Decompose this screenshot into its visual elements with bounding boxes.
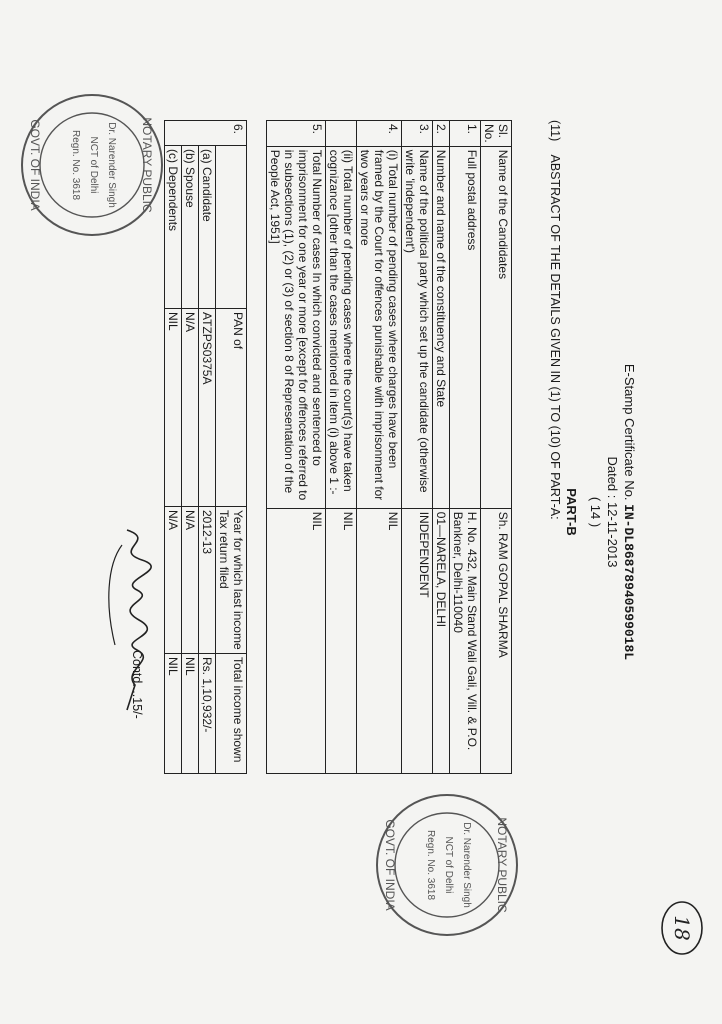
row-value: H. No. 432, Main Stand Wali Gali, Vill. & P.O. Bankner, Delhi-110040 xyxy=(450,508,481,773)
stamp-left-line4: Regn. No. 3618 xyxy=(70,129,81,201)
row-sl-number: 5. xyxy=(267,121,326,147)
income-cell: N/A xyxy=(182,507,199,654)
row-sl-number: Sl. No. xyxy=(481,121,512,147)
certificate-number: IN-DL86878940599018L xyxy=(621,504,636,661)
income-row xyxy=(199,121,216,774)
page-number-text: 18 xyxy=(670,915,694,941)
stamp-right-line4: Regn. No. 3618 xyxy=(425,829,436,901)
row-value: INDEPENDENT xyxy=(402,508,433,773)
row-description: Full postal address xyxy=(450,146,481,508)
row-description: (ii) Total number of pending cases where the court(s) have taken cognizance [other than the cases mentioned in item (i) above 1 :- xyxy=(326,146,357,508)
table-row xyxy=(267,121,326,774)
stamp-right-line5: GOVT. OF INDIA xyxy=(383,819,397,911)
row-sl-number xyxy=(326,121,357,147)
row-description: Name of the political party which set up the candidate (otherwise write 'independent') xyxy=(402,146,433,508)
stamp-right-line3: NCT of Delhi xyxy=(443,836,454,894)
stamp-left-line3: NCT of Delhi xyxy=(88,136,99,194)
income-cell: NIL xyxy=(182,654,199,774)
row-value: Sh. RAM GOPAL SHARMA xyxy=(481,508,512,773)
income-cell: N/A xyxy=(182,309,199,507)
table-row xyxy=(481,121,512,774)
income-row xyxy=(182,121,199,774)
income-header-row xyxy=(216,121,247,774)
income-header-cell: PAN of xyxy=(216,309,247,507)
continued-note: Contd....15/- xyxy=(130,650,144,719)
stamp-right-line1: NOTARY PUBLIC xyxy=(495,817,509,913)
income-cell: ATZPS0375A xyxy=(199,309,216,507)
row-description: Name of the Candidates xyxy=(481,146,512,508)
certificate-date: Dated : 12-11-2013 xyxy=(605,456,620,568)
income-cell: 2012-13 xyxy=(199,507,216,654)
row-description: Number and name of the constituency and State xyxy=(433,146,450,508)
income-header-cell: Year for which last income Tax return filed xyxy=(216,507,247,654)
table-row xyxy=(450,121,481,774)
table-row xyxy=(357,121,402,774)
row-sl-number: 3. xyxy=(402,121,433,147)
certificate-prefix: E-Stamp Certificate No. xyxy=(622,363,637,501)
income-cell: NIL xyxy=(165,309,182,507)
notary-stamp-right xyxy=(372,790,522,940)
row-value: NIL xyxy=(357,508,402,773)
handwritten-page-number xyxy=(657,898,707,958)
row-sl-number: 4. xyxy=(357,121,402,147)
income-cell: (b) Spouse xyxy=(182,146,199,309)
income-cell: (c) Dependents xyxy=(165,146,182,309)
stamp-left-line5: GOVT. OF INDIA xyxy=(28,119,42,211)
stamp-left-line2: Dr. Narender Singh xyxy=(106,122,117,208)
page-reference: ( 14 ) xyxy=(588,496,603,528)
income-table xyxy=(164,120,247,774)
table-row xyxy=(433,121,450,774)
part-title: PART-B xyxy=(564,488,579,536)
row-sl-number: 1. xyxy=(450,121,481,147)
table-row xyxy=(402,121,433,774)
income-header-cell: Total income shown xyxy=(216,654,247,774)
row-description: Total Number of cases In which convicted and sentenced to imprisonment for one year or more [except for offences referred to in subsections (1), (2) or (3) of section 8 of Representation of the People Act, 1951] xyxy=(267,146,326,508)
certificate-line xyxy=(621,0,637,1024)
row-value: NIL xyxy=(326,508,357,773)
stamp-left-line1: NOTARY PUBLIC xyxy=(140,117,154,213)
signature xyxy=(97,525,167,715)
income-row xyxy=(165,121,182,774)
row-value: 01—NARELA, DELHI xyxy=(433,508,450,773)
income-cell: (a) Candidate xyxy=(199,146,216,309)
stamp-right-line2: Dr. Narender Singh xyxy=(461,822,472,908)
row-value: NIL xyxy=(267,508,326,773)
income-cell: Rs. 1,10,932/- xyxy=(199,654,216,774)
abstract-heading: (11) ABSTRACT OF THE DETAILS GIVEN IN (1) TO (10) OF PART-A: xyxy=(548,120,562,520)
row-description: (i) Total number of pending cases where charges have been framed by the Court for offences punishable with imprisonment for two years or more xyxy=(357,146,402,508)
details-table xyxy=(266,120,512,774)
income-cell: NIL xyxy=(165,654,182,774)
notary-stamp-left xyxy=(17,90,167,240)
table-row xyxy=(326,121,357,774)
income-header-cell xyxy=(216,146,247,309)
income-sl: 6. xyxy=(165,121,247,146)
row-sl-number: 2. xyxy=(433,121,450,147)
income-cell: N/A xyxy=(165,507,182,654)
